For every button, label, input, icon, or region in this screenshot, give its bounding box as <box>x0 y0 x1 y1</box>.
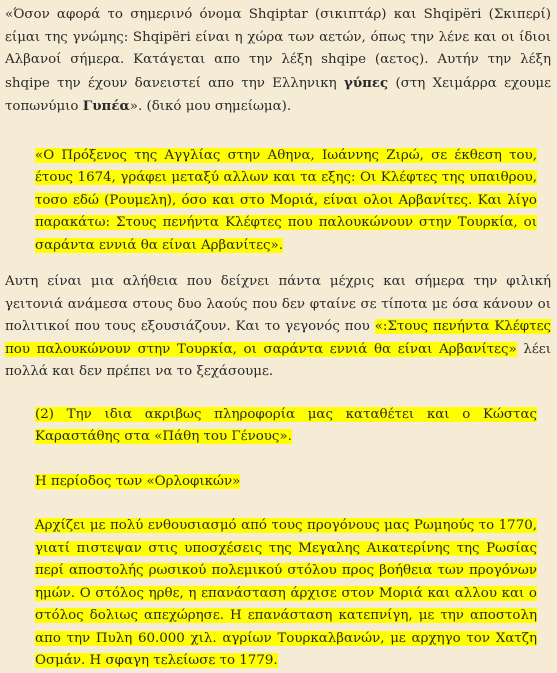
orlofika-heading-highlight: Η περίοδος των «Ορλοφικών» <box>35 473 241 489</box>
intro-text-part-1: «Όσον αφορά το σημερινό όνομα Shqiptar (σικιπτάρ) και Shqipëri (Σκιπερί) είμαι της γνώμης: Shqipëri είναι η χώρα των αετών, όπως την λένε και οι ίδιοι Αλβανοί σήμερα. Κατάγεται απο την λέξη shqipe (αετος). Αυτήν την λέξη shqipe την έχουν δανειστεί απο την Ελληνικη <box>5 7 551 91</box>
orlofika-body-highlight: Αρχίζει με πολύ ενθουσιασμό από τους προγόνους μας Ρωμηούς το 1770, γιατί πιστεψαν στις υποσχέσεις της Μεγαλης Αικατερίνης της Ρωσίας περί αποστολής ρωσικού πολεμικού στόλου προς βοήθεια των προγόνων ημών. Ο στόλος ηρθε, η επανάσταση άρχισε στον Μοριά και αλλου και ο στόλος δολιως απεχώρησε. Η επανάσταση κατεπνίγη, με την αποστολη απο την Πυλη 60.000 χιλ. αγρίων Τουρκαλβανών, με αρχηγο τον Χατζη Οσμάν. Η σφαγη τελείωσε το 1779. <box>35 518 537 668</box>
consul-quote-paragraph <box>5 145 551 258</box>
intro-text-part-3: ». (δικό μου σημείωμα). <box>129 99 292 114</box>
orlofika-body-paragraph <box>5 515 551 673</box>
intro-text-part-2: (στη Χειμάρρα εχουμε τοπωνύμιο <box>5 75 552 114</box>
bold-word-gypes: γύπες <box>343 74 389 91</box>
commentary-highlight: «:Στους πενήντα Κλέφτες που παλουκώνουν στην Τουρκία, οι σαράντα εννιά θα είναι Αρβανίτες» <box>5 319 552 357</box>
commentary-text-part-2: λέει πολλά και δεν πρέπει να το ξεχάσουμε. <box>5 341 551 379</box>
commentary-paragraph <box>5 271 551 384</box>
karastathis-note-highlight: (2) Την ιδια ακριβως πληροφορία μας καταθέτει και ο Κώστας Καραστάθης στα «Πάθη του Γένους». <box>35 406 537 444</box>
karastathis-note-paragraph <box>5 404 551 449</box>
orlofika-heading-paragraph <box>5 471 551 494</box>
commentary-text-part-1: Αυτη είναι μια αλήθεια που δείχνει πάντα μέχρις και σήμερα την φιλική γειτονιά ανάμεσα στους δυο λαούς που δεν φταίνε σε τίποτα με όσα κάνουν οι πολιτικοί που τους εξουσιάζουν. Και το γεγονός που <box>5 274 551 334</box>
bold-word-gypea: Γυπέα <box>82 98 130 114</box>
intro-paragraph <box>5 4 551 119</box>
consul-quote-highlight: «Ο Πρόξενος της Αγγλίας στην Αθηνα, Ιωάννης Ζιρώ, σε έκθεση του, έτους 1674, γράφει μεταξύ αλλων και τα εξης: Οι Κλέφτες της υπαιθρου, τοσο εδώ (Ρουμελη), όσο και στο Μοριά, είναι ολοι Αρβανίτες. Και λίγο παρακάτω: Στους πενήντα Κλέφτες που παλουκώνουν στην Τουρκία, οι σαράντα εννιά θα είναι Αρβανίτες». <box>35 147 537 253</box>
